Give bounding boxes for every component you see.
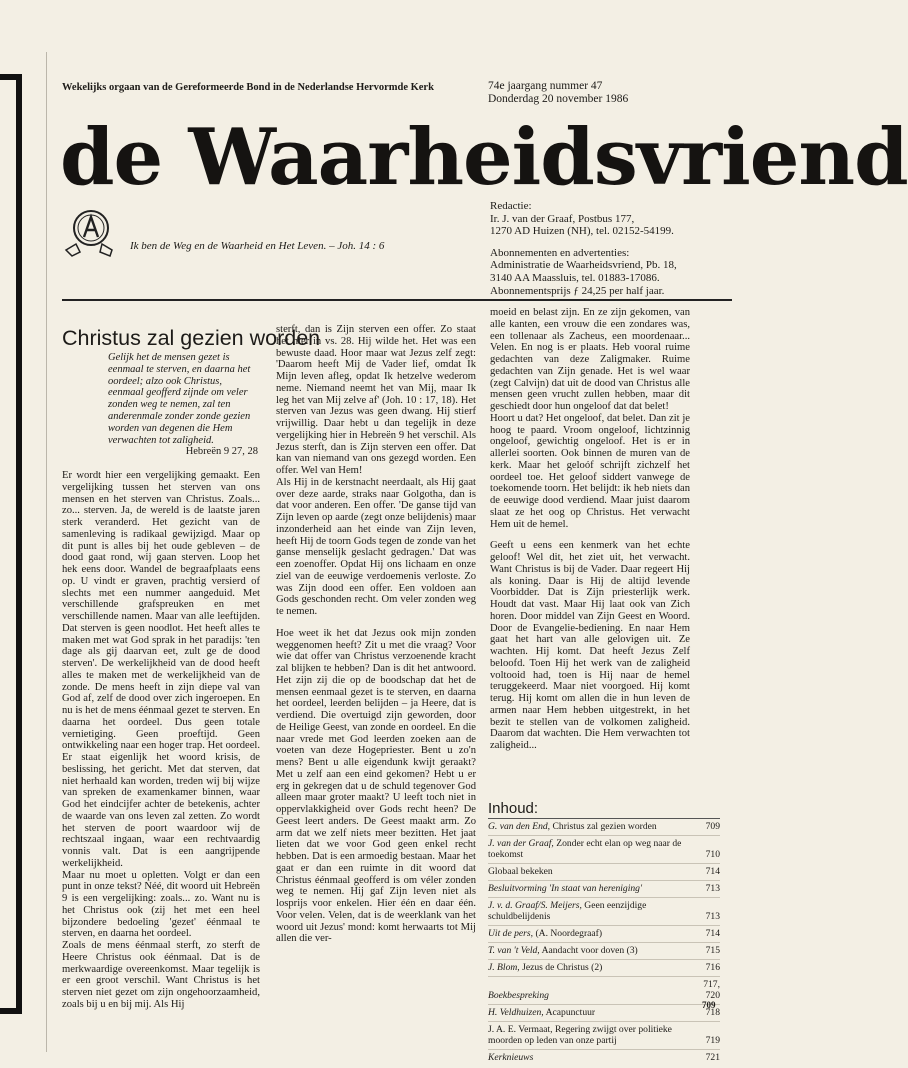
paragraph: Hoort u dat? Het ongeloof, dat belet. Dan zit je hoog te paard. Vroom ongeloof, lichtzinnig ongeloof, gewichtig ongeloof. Het is er in allerlei soorten. Ook binnen de muren van de kerk. Maar het geloóf schrijft zichzelf het oordeel toe. Het geloof siddert vanwege de toekomende toorn. Het belijdt: ik heb niets dan de eeuwige dood verdiend. Maar juist daarom slaat ze het oog op Christus. Het verwacht Hem uit de hemel. (490, 412, 690, 530)
toc-item[interactable] (488, 976, 720, 1004)
toc-item-text (488, 900, 690, 922)
toc-item-page: 719 (705, 1035, 720, 1046)
toc-item-text (488, 990, 690, 1001)
subscriptions-label: Abonnementen en advertenties: (490, 246, 630, 259)
toc-item[interactable] (488, 863, 720, 880)
toc-item-text (488, 1024, 690, 1046)
toc-item-text (488, 945, 690, 956)
article-column-1 (62, 470, 260, 1011)
toc-item-title: Aandacht voor doven (3) (541, 945, 638, 956)
toc-item-page: 718 (705, 1007, 720, 1018)
article-title: Christus zal gezien worden (62, 326, 321, 350)
epigraph: Gelijk het de mensen gezet is eenmaal te sterven, en daarna het oordeel; alzo ook Christus, eenmaal geofferd zijnde om veler zonden weg te nemen, zal ten anderenmale zonder zonde gezien worden van degenen die Hem verwachten tot zaligheid. (108, 352, 251, 446)
toc-item-page: 714 (705, 928, 720, 939)
toc-item[interactable] (488, 925, 720, 942)
toc-item[interactable] (488, 959, 720, 976)
toc-item[interactable] (488, 1049, 720, 1066)
toc-item-title: Christus zal gezien worden (552, 821, 657, 832)
toc-item-author: J. Blom, (488, 962, 520, 973)
toc-item[interactable] (488, 880, 720, 897)
toc-item[interactable] (488, 942, 720, 959)
redactie-line-1: Ir. J. van der Graaf, Postbus 177, (490, 212, 635, 225)
toc-item-page: 721 (705, 1052, 720, 1063)
tagline: Wekelijks orgaan van de Gereformeerde Bond in de Nederlandse Hervormde Kerk (62, 82, 434, 93)
editorial-info (490, 200, 730, 306)
toc-item-title: Zonder echt elan op weg naar de toekomst (488, 838, 682, 860)
redactie-label: Redactie: (490, 200, 532, 212)
toc-item-author: Boekbespreking (488, 990, 549, 1001)
toc-item[interactable] (488, 818, 720, 835)
article-column-2 (276, 324, 476, 945)
masthead-title: de Waarheidsvriend (60, 112, 908, 203)
toc-item[interactable] (488, 835, 720, 863)
toc-item-author: Uit de pers, (488, 928, 534, 939)
toc-item-text (488, 928, 690, 939)
toc-item-title: Acapunctuur (545, 1007, 596, 1018)
bond-logo-icon (62, 206, 120, 258)
toc-item-page: 714 (705, 866, 720, 877)
epigraph-reference: Hebreën 9 27, 28 (185, 446, 258, 457)
toc-item-author: J. van der Graaf, (488, 838, 554, 849)
issue-number: 74e jaargang nummer 47 (488, 80, 603, 92)
toc-item-page: 717, 720 (703, 979, 720, 1001)
paragraph: Als Hij in de kerstnacht neerdaalt, als Hij gaat over deze aarde, straks naar Golgotha, dan is dat voor anderen. Een offer. 'De ganse tijd van Zijn leven op aarde (zegt onze belijdenis) maar inzonderheid aan het einde van Zijn leven, heeft Hij de toorn Gods tegen de zonde van het ganse menselijk geslacht gedragen.' Dat was een zoenoffer. Opdat Hij ons lichaam en onze ziel van de eeuwige verdoemenis verloste. Zo was Zijn dood een offer. Een voldoen aan Gods geschonden recht. Om veler zonden weg te nemen. (276, 476, 476, 617)
toc-item-author: H. Veldhuizen, (488, 1007, 544, 1018)
toc-item-title: (A. Noordegraaf) (535, 928, 603, 939)
toc-item-page: 715 (705, 945, 720, 956)
toc-item-title: J. A. E. Vermaat, Regering zwijgt over politieke moorden op leden van onze partij (488, 1024, 672, 1046)
header-divider (62, 299, 732, 301)
redactie-line-2: 1270 AD Huizen (NH), tel. 02152-54199. (490, 225, 674, 238)
toc-item-text (488, 821, 690, 832)
toc-item-text (488, 962, 690, 973)
toc-item-page: 713 (705, 911, 720, 922)
administration-address: 3140 AA Maassluis, tel. 01883-17086. (490, 271, 660, 284)
toc-title: Inhoud: (488, 800, 539, 817)
toc-item[interactable] (488, 897, 720, 925)
toc-item-title: Globaal bekeken (488, 866, 553, 877)
toc-item-page: 709 (705, 821, 720, 832)
toc-item[interactable] (488, 1004, 720, 1021)
article-column-3 (490, 307, 690, 752)
paragraph: Zoals de mens éénmaal sterft, zo sterft de Heere Christus ook éénmaal. Dat is de merkwaardige overeenkomst. Maar tegelijk is er een groot verschil. Want Christus is het sterven niet gezet om zijn ongehoorzaamheid, zoals bij u en bij mij. Als Hij (62, 940, 260, 1010)
toc-item-text (488, 866, 690, 877)
paragraph: Hoe weet ik het dat Jezus ook mijn zonden weggenomen heeft? Zit u met die vraag? Voor wie dat offer van Christus verzoenende kracht zal blijken te hebben? Dan is dit het antwoord. Het zijn zij die op de boodschap dat het de mensen eenmaal gezet is te sterven, en daarna het oordeel, leerden belijden – ja Heere, dat is verdiend. Die overtuigd zijn geworden, door de Heilige Geest, van zonde en oordeel. En die naar vrede met God leerden zoeken aan de voeten van deze Hogepriester. Bent u zo'n mens? Bent u alle eigendunk kwijt geraakt? Met u zelf aan een eind gekomen? Hebt u er erg in gekregen dat u de schuld tegenover God alleen maar groter maakt? U leeft toch niet in oppervlakkigheid over Gods recht heen? De Geest leert anders. De Geest maakt arm. Zo arm dat we zelf niets meer bezitten. Het jaat lieten dat we voor God geen enkel recht hebben. Dat is een armoedig bestaan. Maar het gaat er dan een ruimte in dit woord dat Christus éénmaal geofferd is om véler zonden weg te nemen. Hij gaf Zijn leven niet als losprijs voor enkelen. Hier één en daar één. Voor velen. Velen, dat is de weerklank van het woord uit Jezus' mond: komt herwaarts tot Mij allen die ver- (276, 627, 476, 945)
toc-item-text (488, 838, 690, 860)
toc-item-text (488, 883, 690, 894)
issue-date: Donderdag 20 november 1986 (488, 93, 629, 105)
paragraph: moeid en belast zijn. En ze zijn gekomen, van alle kanten, een vrouw die een zondares was, een tollenaar als Zacheus, een moordenaar... Velen. En nog is er plaats. Heb vooral ruime gedachten van deze Zaligmaker. Ruime gedachten van Zijn genade. Het is wel waar (zegt Calvijn) dat uit de dood van Christus alle mensen geen vrucht zullen hebben, maar dit geschiedt door hun ongeloof dat dat belet! (490, 307, 690, 412)
toc-item-author: Kerknieuws (488, 1052, 534, 1063)
paragraph: Er wordt hier een vergelijking gemaakt. Een vergelijking tussen het sterven van ons mensen en het sterven van Christus. Zoals... zo... sterven. Ja, de wereld is de laatste jaren sterk veranderd. Het gezicht van de samenleving is radikaal gewijzigd. Maar op dit punt is alles bij het oude gebleven – de dood gaat rond, wij gaan sterven. Loop het hek eens door. Wandel de begraafplaats eens op. U vindt er graven, prachtig versierd of slechts met een nummer aangeduid. Met verschillende grafspreuken en met verschillende namen. Maar van alle leeftijden. Dat sterven is geen noodlot. Het heeft alles te maken met wat God sprak in het paradijs: 'ten dage als gij daarvan eet, zult ge de dood sterven'. De werkelijkheid van de dood heeft alles te maken met de werkelijkheid van de zonde. De mens heeft in zijn diepe val van God af, zelf de dood over zich ingeroepen. En nu is het de mens éénmaal gezet te sterven. En daarna het oordeel. Dus geen totale vernietiging. Geen proeftijd. Geen ontwikkeling naar een hoger trap. Het oordeel. Er staat eigenlijk het woord krisis, de beslissing, het gericht. Met dat sterven, dat niet herhaald kan worden, treden wij bij wijze van spreken de examenkamer binnen, waar God het eindcijfer achter de betekenis, achter de waarde van ons leven zal zetten. Zo wordt het sterven de poort waardoor wij de rechtszaal ingaan, waar een rechtvaardig vonnis valt. Dat is een aangrijpende werkelijkheid. (62, 470, 260, 869)
paragraph: Geeft u eens een kenmerk van het echte geloof! Wel dit, het ziet uit, het verwacht. Want Christus is bij de Vader. Daar regeert Hij als koning. Daar is Hij de altijd levende Voorbidder. Dat is Zijn priesterlijk werk. Houdt dat vast. Maar Hij laat ook van Zich horen. Door middel van Zijn Geest en Woord. Door de Evangelie-bediening. En naar Hem gaat het hart van alle gelovigen uit. Ze wachten. Hij komt. Dat heeft Jezus Zelf beloofd. Toen Hij het werk van de zaligheid voltooid had, toen is Hij naar de hemel teruggekeerd. Maar niet voorgoed. Hij komt terug. Hij komt om allen die in hun leven de armen naar Hem hebben uitgestrekt, in het bezit te stellen van de volkomen zaligheid. Daarom dat wachten. Die Hem verwachten tot zaligheid... (490, 540, 690, 751)
page-fold-line (46, 52, 47, 1052)
motto: Ik ben de Weg en de Waarheid en Het Leven. – Joh. 14 : 6 (130, 240, 385, 252)
toc-item-text (488, 1052, 690, 1063)
paragraph: Maar nu moet u opletten. Volgt er dan een punt in onze tekst? Néé, dit woord uit Hebreën 9 is een vergelijking: zoals... zo. Want nu is het Christus ook (zij het met een heel bijzondere bedoeling 'gezet' éénmaal te sterven, en daarna het oordeel. (62, 869, 260, 940)
toc-item-title: Jezus de Christus (2) (522, 962, 603, 973)
toc-item-page: 713 (705, 883, 720, 894)
page-number: 709 (702, 1000, 716, 1010)
toc-item-author: J. v. d. Graaf/S. Meijers, (488, 900, 582, 911)
toc-item-text (488, 1007, 690, 1018)
toc-item-page: 716 (705, 962, 720, 973)
subscription-price: Abonnementsprijs ƒ 24,25 per half jaar. (490, 284, 665, 297)
toc-item-author: G. van den End, (488, 821, 551, 832)
toc-item-title: Geen eenzijdige schuldbelijdenis (488, 900, 647, 922)
administration-line: Administratie de Waarheidsvriend, Pb. 18, (490, 259, 677, 272)
toc-item-author: Besluitvorming 'In staat van hereniging' (488, 883, 643, 894)
paragraph: sterft, dan is Zijn sterven een offer. Zo staat het hier in vs. 28. Hij wilde het. Het was een bewuste daad. Hoor maar wat Jezus zelf zegt: 'Daarom heeft Mij de Vader lief, omdat Ik Mijn leven afleg, opdat Ik hetzelve wederom neme. Niemand neemt het van Mij, maar Ik leg het van Mij zelve af' (Joh. 10 : 17, 18). Het sterven van Jezus was geen dwang. Hij stierf vrijwillig. Daar hebt u dan tegelijk in deze vergelijking hier in Hebreën 9 het verschil. Als Jezus sterft, dan is Zijn sterven een offer. Dat kan van niemand van ons gezegd worden. Een offer. Wel van Hem! (276, 324, 476, 476)
issue-info (488, 80, 628, 106)
toc-item-author: T. van 't Veld, (488, 945, 540, 956)
toc-item[interactable] (488, 1021, 720, 1049)
table-of-contents (488, 818, 720, 1066)
left-border-bracket (0, 74, 22, 1014)
toc-item-page: 710 (705, 849, 720, 860)
